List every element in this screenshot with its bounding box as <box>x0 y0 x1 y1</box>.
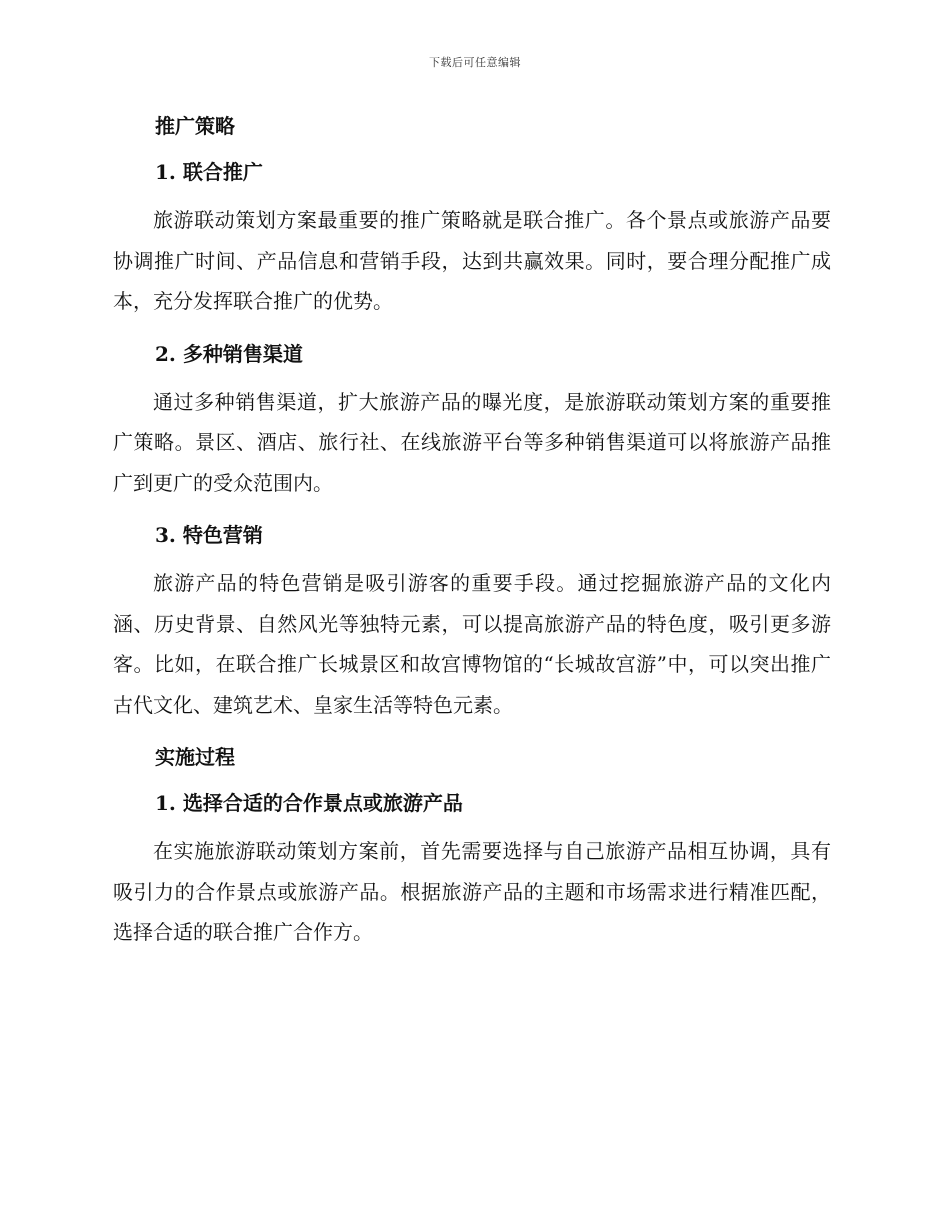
subheading-joint-promotion: 1. 联合推广 <box>155 160 263 184</box>
subheading-select-partners: 1. 选择合适的合作景点或旅游产品 <box>155 791 463 815</box>
page-header-note: 下载后可任意编辑 <box>429 56 521 69</box>
paragraph-sales-channels: 通过多种销售渠道，扩大旅游产品的曝光度，是旅游联动策划方案的重要推广策略。景区、酒店、旅行社、在线旅游平台等多种销售渠道可以将旅游产品推广到更广的受众范围内。 <box>113 389 831 495</box>
section-title-promotion-strategy: 推广策略 <box>155 114 235 138</box>
paragraph-featured-marketing: 旅游产品的特色营销是吸引游客的重要手段。通过挖掘旅游产品的文化内涵、历史背景、自然风光等独特元素，可以提高旅游产品的特色度，吸引更多游客。比如，在联合推广长城景区和故宫博物馆的“长城故宫游”中，可以突出推广古代文化、建筑艺术、皇家生活等特色元素。 <box>113 571 831 717</box>
paragraph-joint-promotion: 旅游联动策划方案最重要的推广策略就是联合推广。各个景点或旅游产品要协调推广时间、产品信息和营销手段，达到共赢效果。同时，要合理分配推广成本，充分发挥联合推广的优势。 <box>113 208 831 313</box>
document-body <box>113 108 831 953</box>
subheading-featured-marketing: 3. 特色营销 <box>155 523 263 547</box>
subheading-sales-channels: 2. 多种销售渠道 <box>155 341 303 366</box>
section-title-implementation: 实施过程 <box>155 745 235 769</box>
paragraph-select-partners: 在实施旅游联动策划方案前，首先需要选择与自己旅游产品相互协调，具有吸引力的合作景点或旅游产品。根据旅游产品的主题和市场需求进行精准匹配，选择合适的联合推广合作方。 <box>113 839 831 944</box>
